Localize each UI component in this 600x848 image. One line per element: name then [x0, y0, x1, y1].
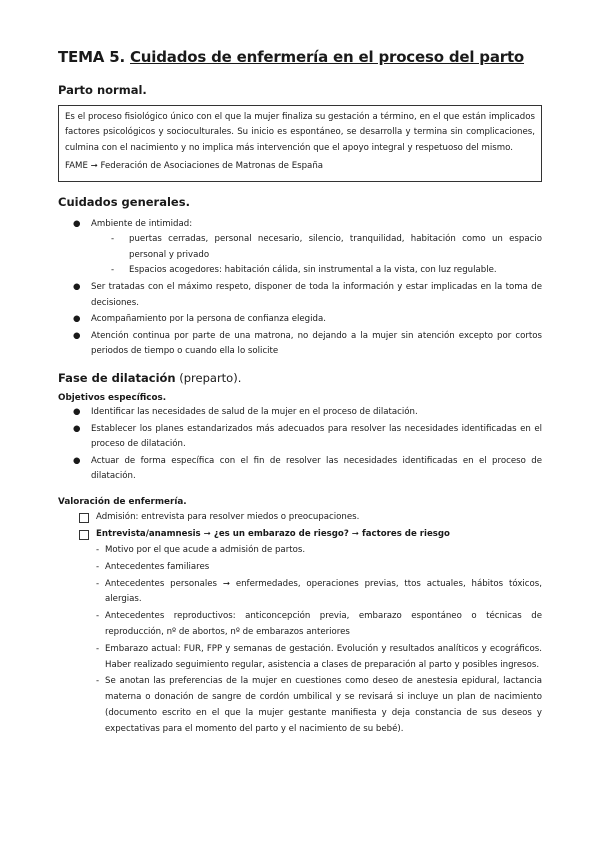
definition-text: Es el proceso fisiológico único con el que la mujer finaliza su gestación a término, en el que están implicados factores psicológicos y socioculturales. Su inicio es espontáneo, se desarrolla y termina sin complicaciones, culmina con el nacimiento y no implica más intervención que el apoyo integral y respetuoso del mismo.: [65, 112, 535, 153]
title-prefix: TEMA 5.: [58, 48, 130, 66]
sub-list-item: [91, 232, 542, 263]
definition-box: [58, 105, 542, 182]
list-item: [58, 422, 542, 453]
dash-icon: -: [96, 578, 100, 589]
bullet-icon: ●: [73, 314, 81, 325]
list-item: [58, 329, 542, 360]
checklist-item-text: Admisión: entrevista para resolver miedos o preocupaciones.: [96, 511, 360, 522]
list-item: [58, 577, 542, 609]
bullet-icon: ●: [73, 455, 81, 466]
list-item: [58, 674, 542, 737]
list-item-text: Establecer los planes estandarizados más adecuados para resolver las necesidades identificadas en el proceso de dilatación.: [91, 423, 542, 450]
sub-list-item: [91, 263, 542, 279]
list-item: [58, 543, 542, 559]
heading-fase-dilatacion: [58, 371, 542, 385]
list-item-text: Antecedentes personales ➞ enfermedades, operaciones previas, ttos actuales, hábitos tóxicos, alergias.: [105, 578, 542, 605]
list-item-text: Antecedentes familiares: [105, 561, 210, 572]
list-item-text: Ambiente de intimidad:: [91, 218, 193, 229]
list-item: [58, 217, 542, 279]
sub-list-item-text: Espacios acogedores: habitación cálida, sin instrumental a la vista, con luz regulable.: [129, 265, 497, 276]
checkbox-icon[interactable]: [79, 530, 89, 540]
dash-icon: -: [96, 611, 100, 622]
cuidados-list: [58, 217, 542, 360]
list-item-text: Identificar las necesidades de salud de la mujer en el proceso de dilatación.: [91, 406, 418, 417]
dash-icon: -: [96, 544, 100, 555]
fame-note: FAME ➞ Federación de Asociaciones de Matronas de España: [65, 161, 324, 172]
bullet-icon: ●: [73, 218, 81, 229]
heading-parto-normal: Parto normal.: [58, 83, 147, 97]
dash-icon: -: [96, 643, 100, 654]
list-item: [58, 560, 542, 576]
bullet-icon: ●: [73, 406, 81, 417]
checkbox-icon[interactable]: [79, 513, 89, 523]
list-item-text: Ser tratadas con el máximo respeto, disponer de toda la información y estar implicadas en la toma de decisiones.: [91, 282, 542, 308]
title-main: Cuidados de enfermería en el proceso del parto: [130, 48, 525, 66]
bullet-icon: ●: [73, 330, 81, 341]
heading-fase-text: Fase de dilatación: [58, 370, 176, 385]
sub-list-item-text: puertas cerradas, personal necesario, silencio, tranquilidad, habitación como un espacio personal y privado: [129, 234, 542, 260]
bullet-icon: ●: [73, 282, 81, 292]
bullet-icon: ●: [73, 423, 81, 434]
list-item: [58, 312, 542, 328]
list-item-text: Se anotan las preferencias de la mujer en cuestiones como deseo de anestesia epidural, lactancia materna o donación de sangre de cordón umbilical y se revisará si incluye un plan de nacimiento (documento escrito en el que la mujer gestante manifiesta y deja constancia de sus deseos y expectativas para el momento del parto y el nacimiento de su bebé).: [105, 676, 542, 734]
list-item: [58, 405, 542, 421]
list-item-text: Acompañamiento por la persona de confianza elegida.: [91, 314, 326, 325]
sub-list: [91, 232, 542, 279]
list-item: [58, 280, 542, 311]
section-cuidados-generales: [58, 195, 542, 360]
checklist-item-admision: [58, 509, 542, 526]
list-item: [58, 609, 542, 641]
heading-valoracion: Valoración de enfermería.: [58, 496, 187, 507]
checklist-item-entrevista: [58, 526, 542, 543]
objetivos-list: [58, 405, 542, 485]
list-item: [58, 642, 542, 674]
list-item-text: Atención continua por parte de una matrona, no dejando a la mujer sin atención excepto por cortos periodos de tiempo o cuando ella lo solicite: [91, 330, 542, 357]
list-item-text: Actuar de forma específica con el fin de resolver las necesidades identificadas en el proceso de dilatación.: [91, 455, 542, 482]
dash-icon: -: [111, 265, 115, 276]
anamnesis-list: [58, 543, 542, 738]
dash-icon: -: [96, 561, 100, 572]
document-page: [58, 48, 542, 749]
page-title: [58, 48, 542, 66]
heading-cuidados-generales: Cuidados generales.: [58, 194, 190, 209]
list-item-text: Motivo por el que acude a admisión de partos.: [105, 544, 306, 555]
dash-icon: -: [96, 676, 100, 687]
list-item-text: Embarazo actual: FUR, FPP y semanas de gestación. Evolución y resultados analíticos y ecográficos. Haber realizado seguimiento regular, asistencia a clases de preparación al parto y posibles ingresos.: [105, 643, 542, 670]
checklist-item-text: Entrevista/anamnesis ➞ ¿es un embarazo de riesgo? ➞ factores de riesgo: [96, 528, 450, 539]
section-fase-dilatacion: [58, 371, 542, 738]
heading-fase-note: (preparto).: [175, 370, 242, 385]
list-item: [58, 454, 542, 485]
heading-objetivos: Objetivos específicos.: [58, 392, 167, 403]
dash-icon: -: [111, 234, 115, 245]
list-item-text: Antecedentes reproductivos: anticoncepción previa, embarazo espontáneo o técnicas de reproducción, nº de abortos, nº de embarazos anteriores: [105, 611, 542, 637]
